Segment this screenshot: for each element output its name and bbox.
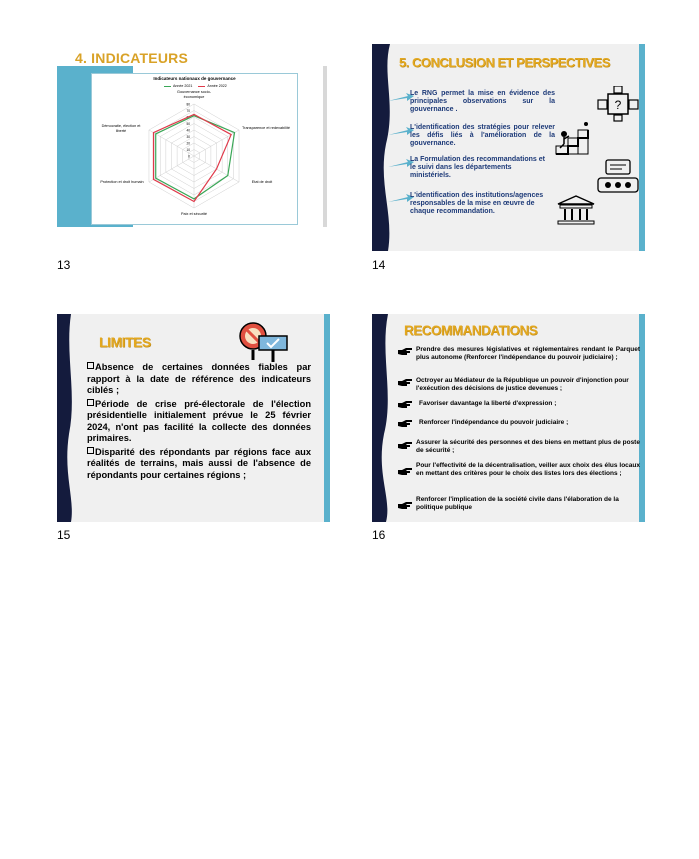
series-line: [153, 114, 231, 201]
decorative-bar: [639, 44, 645, 251]
pointing-hand-icon: [398, 468, 412, 476]
list-item: [87, 399, 311, 445]
conclusion-item: L'identification des institutions/agences responsables de la mise en œuvre de chaque recommandation.: [410, 192, 544, 216]
list-item: [87, 447, 311, 482]
decorative-wave: [372, 44, 394, 251]
legend-item: Année 2022: [198, 84, 226, 88]
checkmark-sign-icon: [257, 334, 289, 362]
tick-label: 80: [186, 102, 190, 107]
chart-title: Indicateurs nationaux de gouvernance: [153, 76, 236, 81]
stairs-climb-icon: [554, 122, 594, 156]
page-number: 13: [57, 258, 71, 272]
slide-16: [372, 314, 645, 522]
recommendation-item: Prendre des mesures législatives et réglementaires rendant le Parquet plus autonome (Renforcer l'indépendance du pouvoir judiciaire) ;: [416, 346, 640, 361]
limits-list: [87, 362, 311, 483]
tick-label: 70: [186, 109, 190, 113]
conclusion-item: L'identification des stratégies pour relever les défis liés à l'amélioration de la gouvernance.: [410, 124, 555, 148]
page-number: 15: [57, 528, 71, 542]
puzzle-question-icon: [596, 86, 644, 122]
radar-chart: [91, 73, 298, 225]
axis-label: Gouvernance socio-économique: [177, 90, 211, 99]
list-item: [87, 362, 311, 397]
list-item-text: Période de crise pré-électorale de l'élection présidentielle initialement prévue le 25 février 2024, n'ont pas facilité la collecte des données primaires.: [87, 398, 311, 443]
recommendation-item: Octroyer au Médiateur de la République un pouvoir d'injonction pour l'exécution des décisions de justice devenues ;: [416, 377, 629, 392]
conclusion-item: Le RNG permet la mise en évidence des principales observations sur la gouvernance .: [410, 90, 555, 114]
slide-title: 5. CONCLUSION ET PERSPECTIVES: [399, 55, 610, 70]
recommendation-item: Renforcer l'indépendance du pouvoir judiciaire ;: [419, 419, 569, 426]
recommendation-item: Pour l'effectivité de la décentralisation, veiller aux choix des élus locaux en mettant des critères pour le choix des listes lors des élections ;: [416, 462, 640, 477]
tick-label: 10: [186, 148, 190, 152]
pointing-hand-icon: [398, 502, 412, 510]
slide-14: [372, 44, 645, 251]
list-item-text: Disparité des répondants par régions face aux réalités de terrains, mais aussi de l'absence de répondants pour certaines régions ;: [87, 446, 311, 480]
tick-label: 50: [186, 122, 190, 126]
svg-text:?: ?: [614, 98, 622, 112]
tick-label: 60: [186, 115, 190, 120]
axis-label: Transparence et redevabilité: [242, 126, 290, 130]
recommendation-item: Favoriser davantage la liberté d'expression ;: [419, 400, 557, 407]
decorative-wave: [372, 314, 394, 522]
page-number: 16: [372, 528, 386, 542]
tick-label: 30: [186, 135, 190, 139]
legend-item: Année 2021: [164, 84, 192, 88]
meeting-chat-icon: [596, 158, 640, 196]
page-number: 14: [372, 258, 386, 272]
checkbox-bullet-icon: [87, 399, 94, 406]
slide-title: 4. INDICATEURS: [75, 50, 188, 66]
checkbox-bullet-icon: [87, 447, 94, 454]
conclusion-item: La Formulation des recommandations et le suivi dans les départements ministériels.: [410, 156, 545, 180]
list-item-text: Absence de certaines données fiables par rapport à la date de référence des indicateurs ciblés ;: [87, 362, 311, 395]
axis-label: Protection et droit humain: [100, 180, 144, 184]
recommendation-item: Renforcer l'implication de la société civile dans l'élaboration de la politique publique: [416, 496, 619, 511]
tick-label: 40: [186, 128, 190, 133]
pointing-hand-icon: [398, 401, 412, 409]
pointing-hand-icon: [398, 442, 412, 450]
axis-label: Démocratie, élection et liberté: [101, 124, 141, 133]
decorative-bar: [323, 66, 327, 227]
slide-title: RECOMMANDATIONS: [404, 323, 538, 338]
slide-title: LIMITES: [99, 334, 151, 350]
slide-15: [57, 314, 330, 522]
axis-label: Etat de droit: [251, 180, 273, 184]
tick-label: 20: [186, 141, 190, 146]
checkbox-bullet-icon: [87, 362, 94, 369]
recommendation-item: Assurer la sécurité des personnes et des biens en mettant plus de poste de sécurité ;: [416, 439, 640, 454]
pointing-hand-icon: [398, 348, 412, 356]
pointing-hand-icon: [398, 379, 412, 387]
decorative-bar: [324, 314, 330, 522]
pointing-hand-icon: [398, 420, 412, 428]
tick-label: 0: [188, 154, 190, 159]
axis-label: Paix et sécurité: [181, 212, 207, 216]
decorative-wave: [57, 314, 79, 522]
slide-13: [57, 44, 327, 227]
institution-building-icon: [556, 194, 596, 226]
